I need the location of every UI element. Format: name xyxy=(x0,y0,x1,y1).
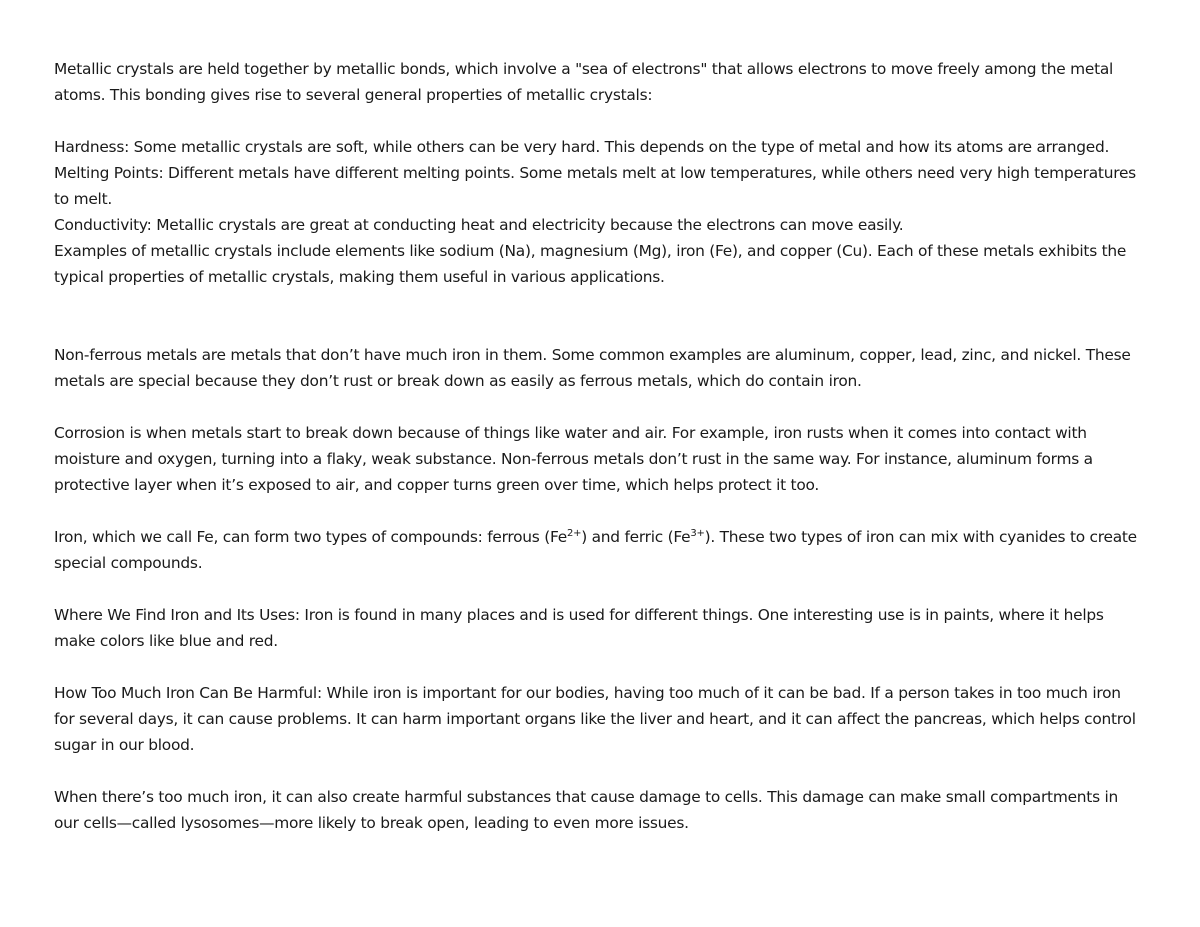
paragraph-spacer xyxy=(54,108,1144,134)
hardness-paragraph: Hardness: Some metallic crystals are soft, while others can be very hard. This depends on the type of metal and how its atoms are arranged. xyxy=(54,138,1110,156)
paragraph-spacer xyxy=(54,576,1144,602)
non-ferrous-paragraph: Non-ferrous metals are metals that don’t have much iron in them. Some common examples are aluminum, copper, lead, zinc, and nickel. These metals are special because they don’t rust or break down as easily as ferrous metals, which do contain iron. xyxy=(54,346,1131,390)
too-much-iron-paragraph: When there’s too much iron, it can also create harmful substances that cause damage to cells. This damage can make small compartments in our cells—called lysosomes—more likely to break open, leading to even more issues. xyxy=(54,788,1119,832)
iron-compounds-paragraph xyxy=(54,524,1144,576)
corrosion-paragraph: Corrosion is when metals start to break down because of things like water and air. For example, iron rusts when it comes into contact with moisture and oxygen, turning into a flaky, weak substance. Non-ferrous metals don’t rust in the same way. For instance, aluminum forms a protective layer when it’s exposed to air, and copper turns green over time, which helps protect it too. xyxy=(54,424,1093,494)
iron-text-part2: ) and ferric (Fe xyxy=(581,528,691,546)
iron-text-part3: ). These two types of iron can mix with cyanides to create special compounds. xyxy=(54,528,1137,572)
iron-harmful-paragraph: How Too Much Iron Can Be Harmful: While iron is important for our bodies, having too much of it can be bad. If a person takes in too much iron for several days, it can cause problems. It can harm important organs like the liver and heart, and it can affect the pancreas, which helps control sugar in our blood. xyxy=(54,684,1136,754)
paragraph-spacer xyxy=(54,654,1144,680)
intro-paragraph: Metallic crystals are held together by metallic bonds, which involve a "sea of electrons" that allows electrons to move freely among the metal atoms. This bonding gives rise to several general properties of metallic crystals: xyxy=(54,60,1114,104)
conductivity-paragraph: Conductivity: Metallic crystals are great at conducting heat and electricity because the electrons can move easily. xyxy=(54,216,904,234)
ferrous-charge-superscript: 2+ xyxy=(566,527,582,539)
document-body xyxy=(54,56,1144,836)
iron-text-part1: Iron, which we call Fe, can form two types of compounds: ferrous (Fe xyxy=(54,528,567,546)
paragraph-spacer xyxy=(54,394,1144,420)
ferric-charge-superscript: 3+ xyxy=(690,527,705,539)
paragraph-spacer xyxy=(54,498,1144,524)
iron-uses-paragraph: Where We Find Iron and Its Uses: Iron is found in many places and is used for different things. One interesting use is in paints, where it helps make colors like blue and red. xyxy=(54,606,1104,650)
melting-points-paragraph: Melting Points: Different metals have different melting points. Some metals melt at low temperatures, while others need very high temperatures to melt. xyxy=(54,164,1136,208)
examples-paragraph: Examples of metallic crystals include elements like sodium (Na), magnesium (Mg), iron (Fe), and copper (Cu). Each of these metals exhibits the typical properties of metallic crystals, making them useful in various applications. xyxy=(54,242,1127,286)
paragraph-spacer xyxy=(54,290,1144,342)
paragraph-spacer xyxy=(54,758,1144,784)
